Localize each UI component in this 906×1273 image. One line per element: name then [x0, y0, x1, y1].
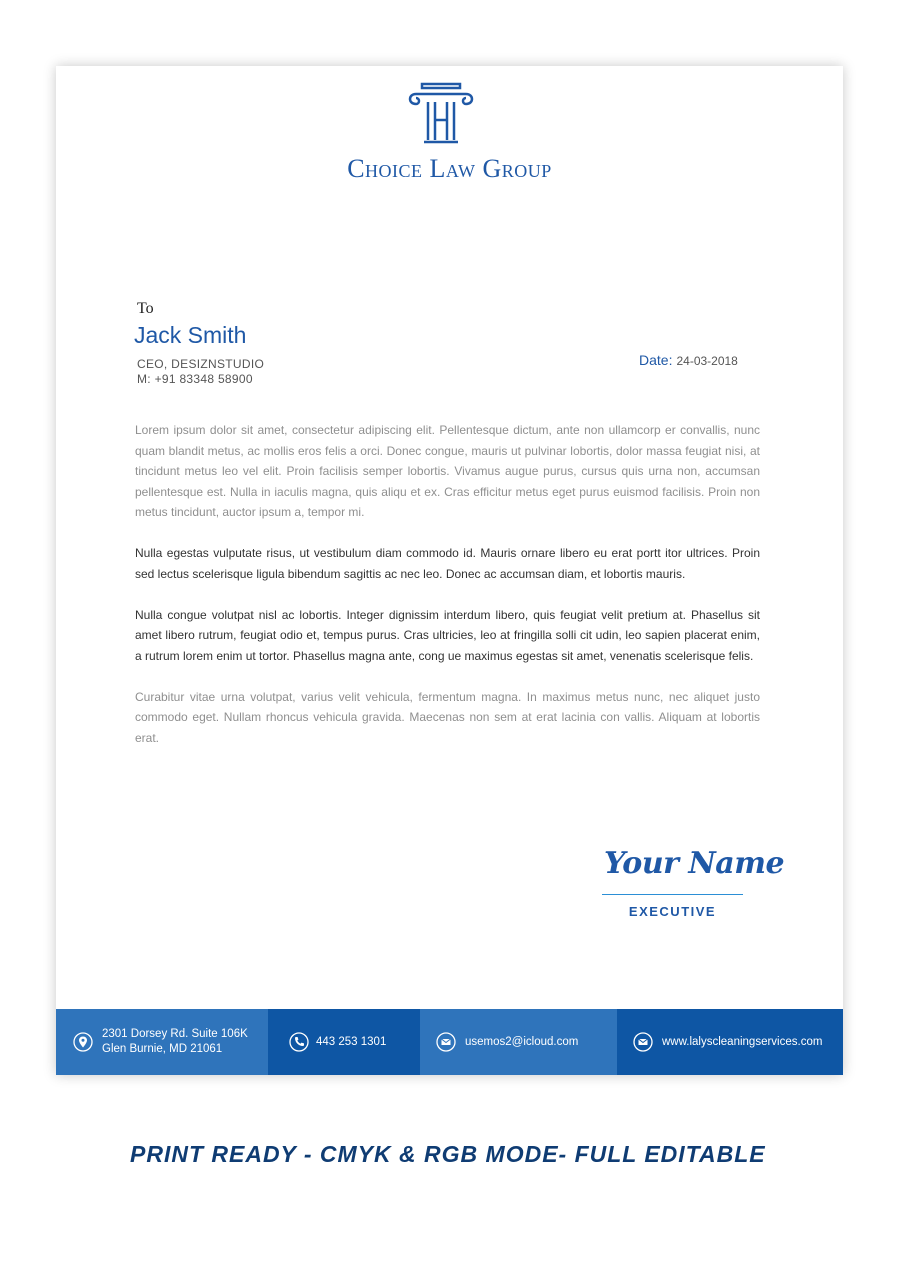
signature-line [602, 894, 743, 895]
phone-icon [289, 1032, 309, 1052]
paragraph-3: Nulla congue volutpat nisl ac lobortis. Integer dignissim interdum libero, quis feugiat velit pretium at. Phasellus sit amet libero rutrum, feugiat odio et, tempus purus. Cras ultricies, leo at fringilla solli cit udin, leo sapien placerat enim, a rutrum lorem enim ut tortor. Phasellus magna ante, cong ue maximus egestas sit amet, venenatis scelerisque felis. [135, 607, 760, 663]
footer-email [420, 1009, 617, 1075]
location-pin-icon [73, 1032, 93, 1052]
recipient-name: Jack Smith [134, 322, 247, 348]
recipient-phone: M: +91 83348 58900 [137, 372, 253, 386]
email-icon [633, 1032, 653, 1052]
footer-address [56, 1009, 268, 1075]
phone-number: 443 253 1301 [316, 1035, 387, 1048]
date-value: 24-03-2018 [676, 354, 738, 368]
footer-phone [268, 1009, 420, 1075]
pillar-icon [406, 82, 476, 146]
company-name: Choice Law Group [347, 154, 552, 183]
letter-body [135, 420, 760, 769]
footer-website [617, 1009, 843, 1075]
footer-bar [56, 1009, 843, 1075]
website-url[interactable]: www.lalyscleaningservices.com [662, 1035, 823, 1048]
address-line-2: Glen Burnie, MD 21061 [102, 1043, 223, 1055]
date-label: Date: [639, 352, 673, 368]
paragraph-4: Curabitur vitae urna volutpat, varius velit vehicula, fermentum magna. In maximus metus nunc, nec aliquet justo commodo eget. Nullam rhoncus vehicula gravida. Maecenas non sem at erat lacinia con vallis. Aliquam at lobortis erat. [135, 689, 760, 745]
signature-name: Your Name [604, 846, 785, 881]
email-address[interactable]: usemos2@icloud.com [465, 1035, 579, 1048]
to-label: To [137, 300, 154, 317]
tagline: PRINT READY - CMYK & RGB MODE- FULL EDITABLE [130, 1141, 766, 1167]
paragraph-2: Nulla egestas vulputate risus, ut vestibulum diam commodo id. Mauris ornare libero eu erat portt itor ultrices. Proin sed lectus scelerisque ligula bibendum sagittis ac nec leo. Donec ac accumsan diam, et lobortis mauris. [135, 546, 760, 581]
address-line-1: 2301 Dorsey Rd. Suite 106K [102, 1028, 248, 1040]
paragraph-1: Lorem ipsum dolor sit amet, consectetur adipiscing elit. Pellentesque dictum, ante non ullamcorp er convallis, nunc quam blandit metus, ac mollis eros felis a orci. Donec congue, mauris ut pulvinar lobortis, dolor massa feugiat nisi, at tincidunt metus leo vel elit. Proin facilisis semper lobortis. Vivamus augue purus, cursus quis urna non, accumsan pellentesque est. Nulla in iaculis magna, quis aliqu et ex. Cras efficitur metus eget purus euismod facilisis. Proin non metus tincidunt, auctor ipsum a, tempor mi. [135, 423, 760, 519]
signature-title: EXECUTIVE [628, 904, 717, 919]
recipient-title: CEO, DESIZNSTUDIO [137, 357, 265, 371]
date [639, 352, 738, 368]
letterhead-page [56, 66, 843, 1075]
email-icon [436, 1032, 456, 1052]
